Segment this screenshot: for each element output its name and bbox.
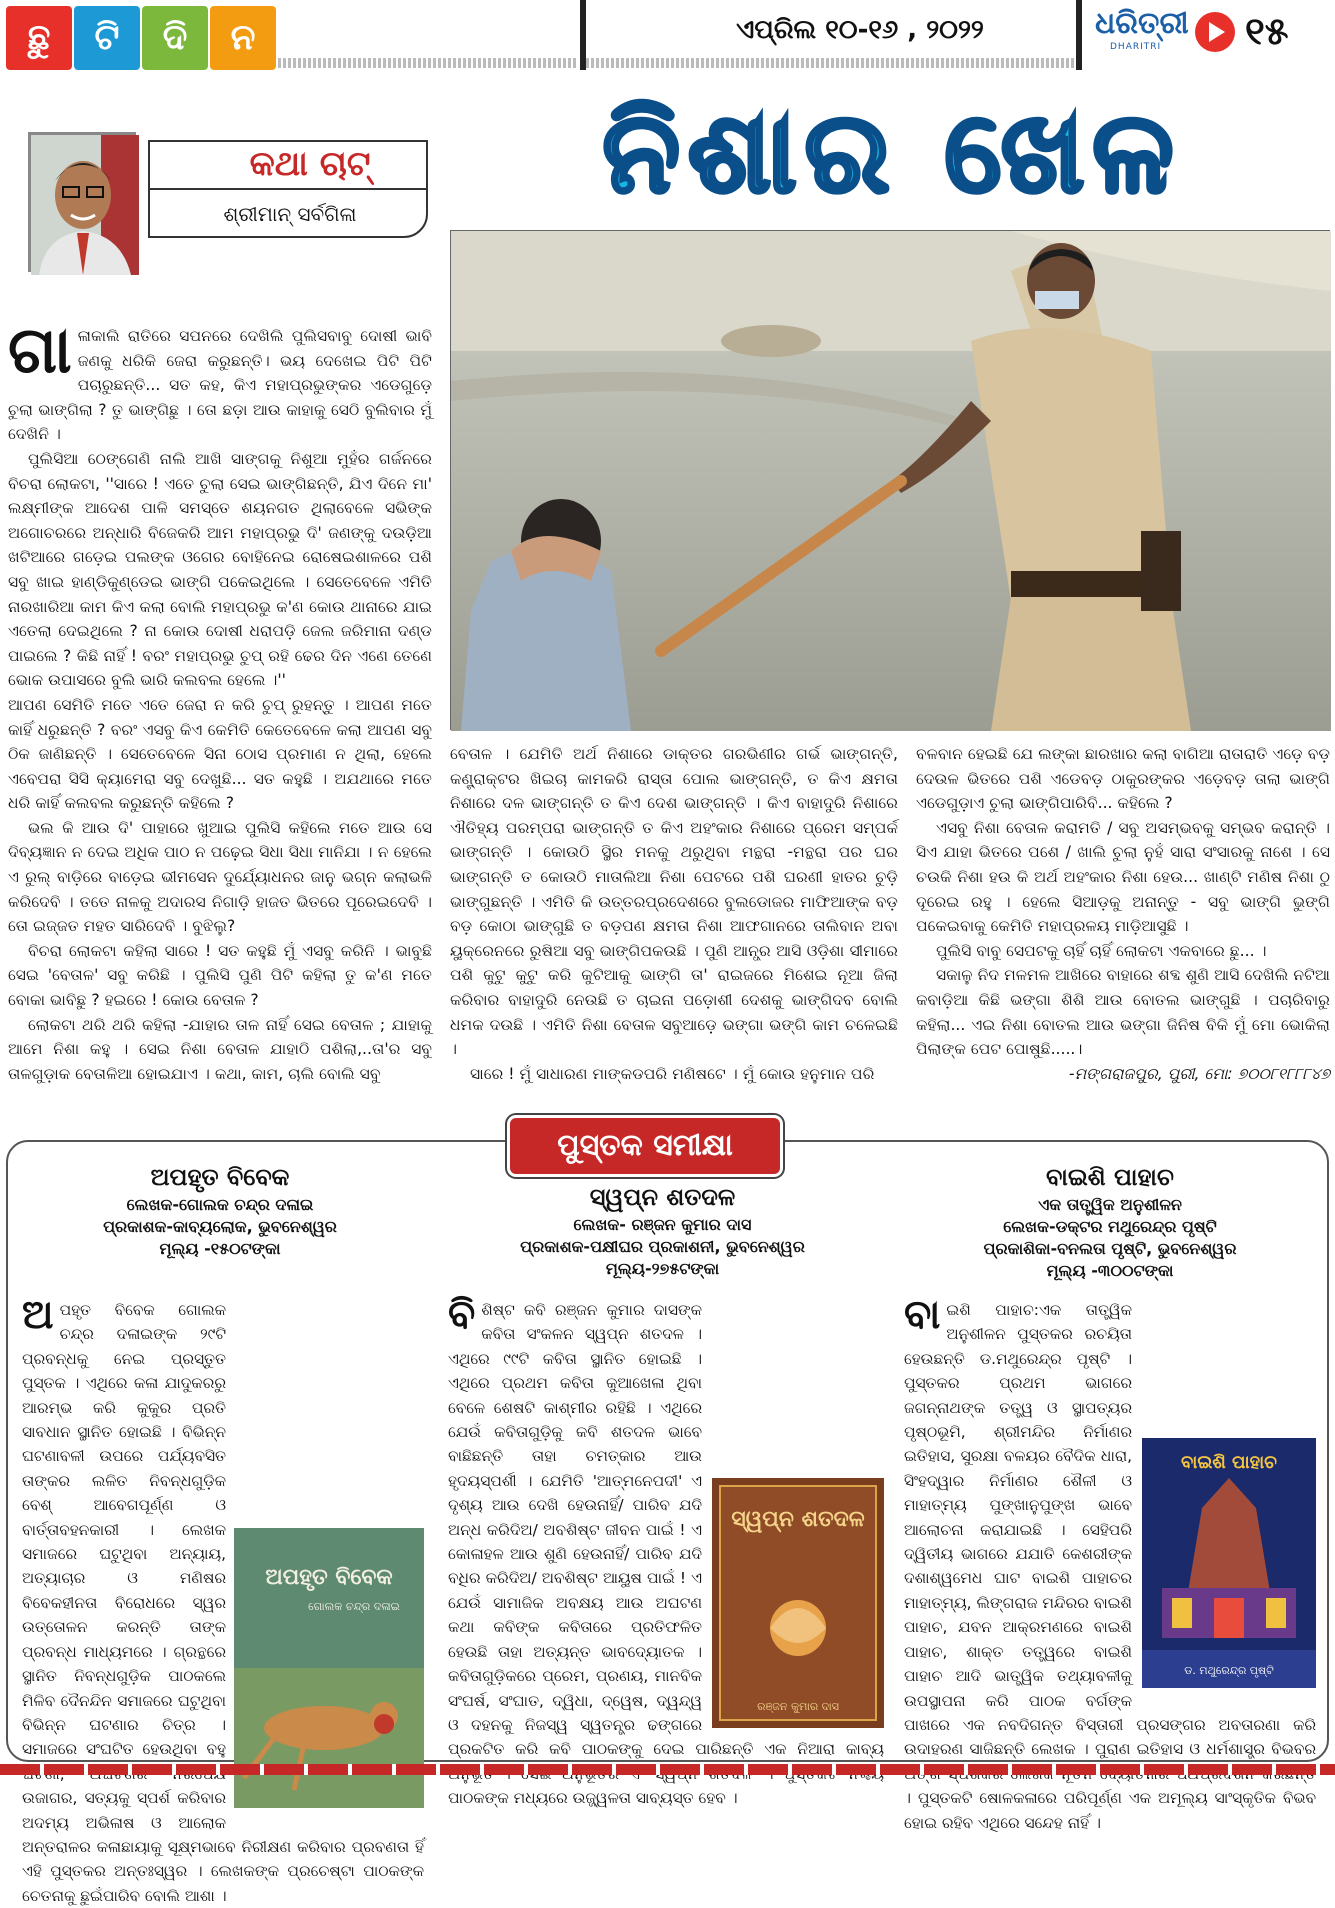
author-photo (28, 132, 136, 272)
book-heading (20, 1160, 420, 1300)
section-logo (6, 6, 276, 70)
book-cover-title: ଅପହୃତ ବିବେକ (265, 1565, 393, 1590)
book-heading (440, 1180, 885, 1298)
book-author: ଲେଖକ-ଗୋଲକ ଚନ୍ଦ୍ର ଦଳାଇ (126, 1195, 314, 1214)
book-review-body: ଶିଷ୍ଟ କବି ରଞ୍ଜନ କୁମାର ଦାସଙ୍କ କବିତା ସଂକଳନ ସ୍ୱପ୍ନ ଶତଦଳ । ଏଥିରେ ୯୯ଟି କବିତା ସ୍ଥାନିତ ହୋଇଛି । ଏଥିରେ ପ୍ରଥମ କବିତା କୁଆଖେଳା ଥିବା ବେଳେ ଶେଷଟି କାଶ୍ମୀର ରହିଛି । ଏଥିରେ ଯେଉଁ କବିତାଗୁଡ଼ିକୁ କବି ଶତଦଳ ଭାବେ ବାଛିଛନ୍ତି ତାହା ଚମତ୍କାର ଆଉ ହୃଦୟସ୍ପର୍ଶୀ । ଯେମିତି 'ଆତ୍ମନେପଦୀ' ଏ ଦୃଶ୍ୟ ଆଉ ଦେଖି ହେଉନାହିଁ/ ପାରିବ ଯଦି ଅନ୍ଧ କରିଦିଅ/ ଅବଶିଷ୍ଟ ଜୀବନ ପାଇଁ ! ଏ କୋଳାହଳ ଆଉ ଶୁଣି ହେଉନାହିଁ/ ପାରିବ ଯଦି ବଧିର କରିଦିଅ/ ଅବଶିଷ୍ଟ ଆୟୁଷ ପାଇଁ ! ଏ ଯେଉଁ ସାମାଜିକ ଅବକ୍ଷୟ ଆଉ ଅଘଟଣ କଥା କବିଙ୍କ କବିତାରେ ପ୍ରତିଫଳିତ ହେଉଛି ତାହା ଅତ୍ୟନ୍ତ ଭାବଦ୍ୟୋତକ । କବିତାଗୁଡ଼ିକରେ ପ୍ରେମ, ପ୍ରଣୟ, ମାନବିକ ସଂଘର୍ଷ, ସଂଘାତ, ଦ୍ୱିଧା, ଦ୍ୱେଷ, ଦ୍ୱନ୍ଦ୍ୱ ଓ ଦହନକୁ ନିଜସ୍ୱ ସ୍ୱତନ୍ତ୍ର ଢଙ୍ଗରେ ପ୍ରକଟିତ କରି କବି ପାଠକଙ୍କୁ ଦେଇ ପାରିଛନ୍ତି ଏକ ନିଆରା କାବ୍ୟ ପାଠକଙ୍କ ମଧ୍ୟରେ ଉଜ୍ଜ୍ୱଳତା ସାବ୍ୟସ୍ତ ହେବ । (448, 1301, 884, 1808)
book-publisher: ପ୍ରକାଶକ-କାବ୍ୟଲୋକ, ଭୁବନେଶ୍ୱର (103, 1217, 337, 1236)
story-paragraph: ଭଲ କି ଆଉ ଦି' ପାହାରେ ଖୁଆଇ ପୁଲିସି କହିଲେ ମତେ ଆଉ ସେ ଦିବ୍ୟଜ୍ଞାନ ନ ଦେଇ ଅଧିକ ପାଠ ନ ପଢ଼େଇ ସିଧା ସିଧା ମାନିଯା । ନ ହେଲେ ଏ ରୁଲ୍ ବାଡ଼ିରେ ବାଡ଼େଇ ଭୀମସେନ ଦୁର୍ଯ୍ୟୋଧନର ଜାନୁ ଭଗ୍ନ କଲାଭଳି କରିଦେବି । ତତେ ନାଳକୁ ଅଦାରସ ନିଗାଡ଼ି ହାଜତ ଭିତରେ ପୂରେଇଦେବି । ତୋ ଇଜ୍ଜତ ମହତ ସାରିଦେବି । ବୁଝିଲୁ? (8, 818, 432, 936)
story-paragraph: ଆପଣ ସେମିତି ମତେ ଏତେ ଜେରା ନ କରି ଚୁପ୍ ରୁହନ୍ତୁ । ଆପଣ ମତେ କାହିଁ ଧରୁଛନ୍ତି ? ବରଂ ଏସବୁ କିଏ କେମିତି କେତେବେଳେ କଲା ଆପଣ ସବୁ ଠିକ ଜାଣିଛନ୍ତି । ସେତେବେଳେ ସିନା ଠୋସ ପ୍ରମାଣ ନ ଥିଲା, ହେଲେ ଏବେପରା ସିସି କ୍ୟାମେରା ସବୁ ଦେଖୁଛି... ସତ କହୁଛି । ଅଯଥାରେ ମତେ ଧରି କାହିଁ କଲବଲ କରୁଛନ୍ତି କହିଲେ ? (8, 695, 432, 813)
story-paragraph: ବିଚରା ଲୋକଟା କହିଲା ସାରେ ! ସତ କହୁଛି ମୁଁ ଏସବୁ କରିନି । ଭାବୁଛି ସେଇ 'ବେତାଳ' ସବୁ କରିଛି । ପୁଲିସି ପୁଣି ପିଟି କହିଲା ତୁ କ'ଣ ମତେ ବୋକା ଭାବିଛୁ ? ହଇରେ ! କୋଉ ବେତାଳ ? (8, 941, 432, 1010)
book-publisher: ପ୍ରକାଶକ-ପକ୍ଷୀଘର ପ୍ରକାଶନୀ, ଭୁବନେଶ୍ୱର (520, 1237, 805, 1256)
police-scene-icon (451, 231, 1331, 731)
book-dropcap: ଅ (22, 1291, 54, 1338)
book-review-body: ଇଶି ପାହାଚ:ଏକ ତାତ୍ତ୍ୱିକ ଅନୁଶୀଳନ ପୁସ୍ତକର ରଚୟିତା ହେଉଛନ୍ତି ଡ.ମଥୁରେନ୍ଦ୍ର ପୃଷ୍ଟି । ପୁସ୍ତକର ପ୍ରଥମ ଭାଗରେ ଜଗନ୍ନାଥଙ୍କ ତତ୍ତ୍ୱ ଓ ସ୍ଥାପତ୍ୟର ପୃଷ୍ଠଭୂମି, ଶ୍ରୀମନ୍ଦିର ନିର୍ମାଣର ଇତିହାସ, ସୁରକ୍ଷା ବଳୟର ବୈଦିକ ଧାରା, ସିଂହଦ୍ୱାର ନିର୍ମାଣର ଶୈଳୀ ଓ ମାହାତ୍ମ୍ୟ ପୁଙ୍ଖାନୁପୁଙ୍ଖ ଭାବେ ଆଲୋଚନା କରାଯାଇଛି । ସେହିପରି ଦ୍ୱିତୀୟ ଭାଗରେ ଯଯାତି କେଶରୀଙ୍କ ଦଶାଶ୍ୱମେଧ ଘାଟ ବାଇଶି ପାହାଚର ମାହାତ୍ମ୍ୟ, ଲିଙ୍ଗରାଜ ମନ୍ଦିରର ବାଇଶି ପାହାଚ, ଯବନ ଆକ୍ରମଣରେ ବାଇଶି ପାହାଚ, ଶାକ୍ତ ତତ୍ତ୍ୱରେ ବାଇଶି ପାହାଚ ଆଦି ଭାତ୍ତ୍ୱିକ ତଥ୍ୟାବଳୀକୁ ଉପସ୍ଥାପନା କରି ପାଠକ ବର୍ଗଙ୍କ ପାଖରେ ଏକ ନବଦିଗନ୍ତ ବିସ୍ତାରୀ ପ୍ରସଙ୍ଗର ଅବତାରଣା କରି ଉଦାହରଣ ସାଜିଛନ୍ତି ଲେଖକ । ପୁରାଣ ଇତିହାସ ଓ ଧର୍ମଶାସ୍ତ୍ର ବିଭବର । ପୁସ୍ତକଟି ଷୋଳକଳାରେ ପରିପୂର୍ଣ୍ଣ ଏକ ଅମୂଲ୍ୟ ସାଂସ୍କୃତିକ ବିଭବ ହୋଇ ରହିବ ଏଥିରେ ସନ୍ଦେହ ନାହିଁ । (904, 1301, 1316, 1832)
story-column-middle (450, 742, 898, 1132)
book-title: ଅପହୃତ ବିବେକ (150, 1163, 290, 1191)
book-dropcap: ବା (904, 1291, 941, 1338)
story-column-left (8, 313, 432, 1132)
book-author: ଲେଖକ- ରଞ୍ଜନ କୁମାର ଦାସ (573, 1215, 752, 1234)
story-paragraph: ଏସବୁ ନିଶା ବେତାଳ କରାମତି / ସବୁ ଅସମ୍ଭବକୁ ସମ୍ଭବ କରାନ୍ତି । ସିଏ ଯାହା ଭିତରେ ପଶେ / ଖାଲି ଚୁଲା ନୁହଁ ସାରା ସଂସାରକୁ ନାଶେ । ସେ ଚଉକି ନିଶା ହଉ କି ଅର୍ଥ ଅହଂକାର ନିଶା ହେଉ... ଖାଣ୍ଟି ମଣିଷ ନିଶା ଠୁ ଦୂରେଇ ରହୁ । ହେଲେ ସିଆଡ଼କୁ ଅନାନ୍ତୁ - ସବୁ ଭାଙ୍ଗି ଭୁଙ୍ଗି ପକେଇବାକୁ କେମିତି ମହାପ୍ରଳୟ ମାଡ଼ିଆସୁଛି । (916, 818, 1330, 936)
header-divider (586, 58, 1076, 68)
newspaper-brand: ଧରିତ୍ରୀ (1095, 6, 1189, 41)
book-cover-author: ରଞ୍ଜନ କୁମାର ଦାସ (757, 1700, 839, 1713)
author-name: ଶ୍ରୀମାନ୍ ସର୍ବଗିଳା (223, 202, 357, 226)
book-cover-author: ଡ. ମଥୁରେନ୍ଦ୍ର ପୃଷ୍ଟି (1184, 1664, 1274, 1677)
book-price: ମୂଲ୍ୟ -୩୦୦ଟଙ୍କା (1046, 1261, 1174, 1280)
page-number: ୧୫ (1245, 9, 1289, 53)
book-price: ମୂଲ୍ୟ-୨୭୫ଟଙ୍କା (605, 1259, 720, 1278)
story-paragraph: ବେତାଳ । ଯେମିତି ଅର୍ଥ ନିଶାରେ ଡାକ୍ତର ଗରଭିଣୀର ଗର୍ଭ ଭାଙ୍ଗନ୍ତି, କଣ୍ଟ୍ରାକ୍ଟର ଖିଇଚା କାମକରି ରାସ୍ତା ପୋଲ ଭାଙ୍ଗନ୍ତି, ତ କିଏ କ୍ଷମତା ନିଶାରେ ଦଳ ଭାଙ୍ଗନ୍ତି ତ କିଏ ଦେଶ ଭାଙ୍ଗନ୍ତି । କିଏ ବାହାଦୁରି ନିଶାରେ ଐତିହ୍ୟ ପରମ୍ପରା ଭାଙ୍ଗନ୍ତି ତ କିଏ ଅହଂକାର ନିଶାରେ ପ୍ରେମ ସମ୍ପର୍କ ଭାଙ୍ଗନ୍ତି । କୋଉଠି ସ୍ଥିର ମନକୁ ଥରୁଥିବା ମନ୍ଥରା -ମନ୍ଥରା ପର ଘର ଭାଙ୍ଗନ୍ତି ତ କୋଉଠି ମାତାଲିଆ ନିଶା ପେଟରେ ପଶି ଘରଣୀ ହାତର ଚୁଡ଼ି ଭାଙ୍ଗୁଛନ୍ତି । ଏମିତି କି ଉତ୍ତରପ୍ରଦେଶରେ ବୁଲଡୋଜର ମାଫିଆଙ୍କ ବଡ଼ ବଡ଼ କୋଠା ଭାଙ୍ଗୁଛି ତ ବଡ଼ପଣ କ୍ଷମତା ନିଶା ଆଫଗାନରେ ତାଲିବାନ ଅବା ୟୁକ୍ରେନରେ ରୁଷିଆ ସବୁ ଭାଙ୍ଗିପକଉଛି । ପୁଣି ଆନ୍ଧ୍ର ଆସି ଓଡ଼ିଶା ସୀମାରେ ପଶି କୁଟୁ କୁଟୁ କରି କୁଟିଆକୁ ଭାଙ୍ଗି ତା' ରାଇଜରେ ମିଶେଇ ନୂଆ ଜିଲା କରିବାର ବାହାଦୁରି ନେଉଛି ତ ଚାଇନା ପଡ଼ୋଶୀ ଦେଶକୁ ଭାଙ୍ଗିଦବ ବୋଲି ଧମକ ଦଉଛି । ଏମିତି ନିଶା ବେତାଳ ସବୁଆଡ଼େ ଭଙ୍ଗା ଭଙ୍ଗି କାମ ଚଳେଇଛି । (450, 745, 898, 1059)
story-column-right (916, 742, 1330, 1132)
book-cover (1142, 1438, 1316, 1688)
logo-letter: ନ (210, 6, 276, 70)
book-cover-title: ବାଇଶି ପାହାଚ (1181, 1452, 1277, 1473)
story-headline: ନିଶାର ଖେଳ (602, 88, 1182, 218)
column-divider (150, 188, 426, 190)
author-portrait-icon (31, 135, 139, 275)
issue-date: ଏପ୍ରିଲ ୧୦-୧୬ , ୨୦୨୨ (736, 15, 984, 45)
book-review-text (904, 1291, 1316, 1832)
story-paragraph: ଲୋକଟା ଥରି ଥରି କହିଲା -ଯାହାର ତାଳ ନାହିଁ ସେଇ ବେତାଳ ; ଯାହାକୁ ଆମେ ନିଶା କହୁ । ସେଇ ନିଶା ବେତାଳ ଯାହାଠି ପଶିଲା,..ତା'ର ସବୁ ତାଳଗୁଡ଼ାକ ବେତାଳିଆ ହୋଇଯାଏ । କଥା, କାମ, ଚାଲି ବୋଲି ସବୁ (8, 1015, 432, 1083)
story-photo (450, 230, 1330, 730)
book-cover-title: ସ୍ୱପ୍ନ ଶତଦଳ (731, 1507, 865, 1532)
book-title: ସ୍ୱପ୍ନ ଶତଦଳ (589, 1183, 736, 1211)
book-subtitle: ଏକ ତାତ୍ତ୍ୱିକ ଅନୁଶୀଳନ (1038, 1195, 1182, 1214)
logo-letter: ଛୁ (6, 6, 72, 70)
book-dropcap: ବି (448, 1291, 476, 1338)
header-divider (278, 58, 578, 68)
header-rule (1076, 0, 1082, 70)
book-cover-temple-icon (1142, 1438, 1316, 1688)
story-dropcap: ଗା (8, 313, 72, 388)
book-heading (900, 1160, 1320, 1300)
story-signoff: -ମଙ୍ଗରାଜପୁର, ପୁରୀ, ମୋ: ୭୦୦୮୧୮୮୮୪୭ (1068, 1064, 1330, 1083)
book-review-text (22, 1291, 424, 1905)
footer-bar (0, 1764, 1335, 1775)
story-paragraph: ଳାକାଲି ରାତିରେ ସପନରେ ଦେଖିଲି ପୁଲିସବାବୁ ଦୋଷୀ ଭାବି ଜଣକୁ ଧରିକି ଜେରା କରୁଛନ୍ତି। ଭୟ ଦେଖେଇ ପିଟି ପିଟି ପଚାରୁଛନ୍ତି... ସତ କହ, କିଏ ମହାପ୍ରଭୁଙ୍କର ଏଡେଗୁଡ଼େ ଚୁଲା ଭାଙ୍ଗିଲା ? ତୁ ଭାଙ୍ଗିଛୁ । ତୋ ଛଡ଼ା ଆଉ କାହାକୁ ସେଠି ବୁଲିବାର ମୁଁ ଦେଖିନି । (8, 327, 432, 444)
book-price: ମୂଲ୍ୟ -୧୫୦ଟଙ୍କା (159, 1239, 281, 1258)
play-icon (1195, 12, 1235, 52)
newspaper-brand-sub: DHARITRI (1110, 42, 1162, 52)
story-paragraph: ପୁଲିସିଆ ଠେଙ୍ଗେଣି ନାଲି ଆଖି ସାଙ୍ଗକୁ ନିଶୁଆ ମୁହଁର ଗର୍ଜନରେ ବିଚରା ଲୋକଟା, ''ସାରେ ! ଏତେ ଚୁଲା ସେଇ ଭାଙ୍ଗିଛନ୍ତି, ଯିଏ ଦିନେ ମା' ଲକ୍ଷ୍ମୀଙ୍କ ଆଦେଶ ପାଳି ସମସ୍ତେ ଶୟନଗତ ଥିଲାବେଳେ ସଭିଙ୍କ ଅଗୋଚରରେ ଅନ୍ଧାରି ବିଜେକରି ଆମ ମହାପ୍ରଭୁ ଦି' ଜଣଙ୍କୁ ଦଉଡ଼ିଆ ଖଟିଆରେ ଗଡ଼େଇ ପଲଙ୍କ ଓଗେର ବୋହିନେଇ ରୋଷେଇଶାଳରେ ପଶି ସବୁ ଖାଇ ହାଣ୍ଡିକୁଣ୍ଡେଇ ଭାଙ୍ଗି ପକେଇଥିଲେ । ସେତେବେଳେ ଏମିତି ନାରଖାରିଆ କାମ କିଏ କଲା ବୋଲି ମହାପ୍ରଭୁ କ'ଣ କୋଉ ଥାନାରେ ଯାଇ ଏତେଲା ଦେଇଥିଲେ ? ନା କୋଉ ଦୋଷୀ ଧରାପଡ଼ି ଜେଲ ଜରିମାନା ଦଣ୍ଡ ପାଇଲେ ? କିଛି ନାହିଁ ! ବରଂ ମହାପ୍ରଭୁ ଚୁପ୍ ରହି ଢେର ଦିନ ଏଣେ ତେଣେ ଭୋକ ଉପାସରେ ବୁଲି ଭାରି କଲବଲ ହେଲେ ।'' (8, 449, 432, 690)
book-author: ଲେଖକ-ଡକ୍ଟର ମଥୁରେନ୍ଦ୍ର ପୃଷ୍ଟି (1003, 1217, 1217, 1236)
logo-letter: ଟି (74, 6, 140, 70)
story-paragraph: ପୁଲିସି ବାବୁ ସେପଟକୁ ଚାହିଁ ଚାହିଁ ଲୋକଟା ଏକବାରେ ଛୁ... । (936, 941, 1267, 960)
story-paragraph: ବଳବାନ ହେଇଛି ଯେ ଲଙ୍କା ଛାରଖାର କଲା ବାଗିଆ ରାତାରାତି ଏଡ଼େ ବଡ଼ ଦେଉଳ ଭିତରେ ପଶି ଏଡେବଡ଼ ଠାକୁରଙ୍କର ଏଡ଼େବଡ଼ ତାଲା ଭାଙ୍ଗି ଏଡେଗୁଡ଼ାଏ ଚୁଲା ଭାଙ୍ଗିପାରିବି... କହିଲେ ? (916, 745, 1330, 813)
book-cover-lotus-icon (712, 1478, 884, 1728)
book-review-body: ପହୃତ ବିବେକ ଗୋଲକ ଚନ୍ଦ୍ର ଦଳାଇଙ୍କ ୨୯ଟି ପ୍ରବନ୍ଧକୁ ନେଇ ପ୍ରସ୍ତୁତ ପୁସ୍ତକ । ଏଥିରେ କଳା ଯାଦୁକରରୁ ଆରମ୍ଭ କରି କୁକୁର ପ୍ରତି ସାବଧାନ ସ୍ଥାନିତ ହୋଇଛି । ବିଭିନ୍ନ ଘଟଣାବଳୀ ଉପରେ ପର୍ଯ୍ୟବସିତ ତାଙ୍କର ଲଳିତ ନିବନ୍ଧଗୁଡ଼ିକ ବେଶ୍ ଆବେଗପୂର୍ଣ୍ଣ ଓ ବାର୍ତ୍ତାବହନକାରୀ । ଲେଖକ ସମାଜରେ ଘଟୁଥିବା ଅନ୍ୟାୟ, ଅତ୍ୟାଚାର ଓ ମଣିଷର ବିବେକହୀନତା ବିରୋଧରେ ସ୍ୱର ଉତ୍ତୋଳନ କରନ୍ତି ତାଙ୍କ ପ୍ରବନ୍ଧ ମାଧ୍ୟମରେ । ଗ୍ରନ୍ଥରେ ସ୍ଥାନିତ ନିବନ୍ଧଗୁଡ଼ିକ ପାଠକଲେ ମିଳିବ ଦୈନନ୍ଦିନ ସମାଜରେ ଘଟୁଥିବା ବିଭିନ୍ନ ଘଟଣାର ଚିତ୍ର । ସମାଜରେ ସଂଘଟିତ ହେଉଥିବା ବହୁ ଉଜାଗର, ସତ୍ୟକୁ ସ୍ପର୍ଶ କରିବାର ଅଦମ୍ୟ ଅଭିଳାଷ ଓ ଆଲୋକ ଅନ୍ତରାଳର କଳାଛାୟାକୁ ସୂକ୍ଷ୍ମଭାବେ ନିରୀକ୍ଷଣ କରିବାର ପ୍ରବଣତା ହିଁ ଏହି ପୁସ୍ତକର ଅନ୍ତଃସ୍ୱର । ଲେଖକଙ୍କ ପ୍ରଚେଷ୍ଟା ପାଠକଙ୍କ ଚେତନାକୁ ଛୁଇଁପାରିବ ବୋଲି ଆଶା । (22, 1301, 424, 1905)
column-title: କଥା ଚାଟ୍ (249, 144, 371, 184)
book-cover (712, 1478, 884, 1728)
story-paragraph: ସକାଳୁ ନିଦ ମଳମଳ ଆଖିରେ ବାହାରେ ଶବ୍ଦ ଶୁଣି ଆସି ଦେଖିଲି ନଟିଆ କବାଡ଼ିଆ କିଛି ଭଙ୍ଗା ଶିଶି ଆଉ ବୋତଲ ଭାଙ୍ଗୁଛି । ପଚାରିବାରୁ କହିଲା... ଏଇ ନିଶା ବୋତଲ ଆଉ ଭଙ୍ଗା ଜିନିଷ ବିକି ମୁଁ ମୋ ଭୋକିଲା ପିଲାଙ୍କ ପେଟ ପୋଷୁଛି.....। (916, 966, 1330, 1059)
book-publisher: ପ୍ରକାଶିକା-ବନଲତା ପୃଷ୍ଟି, ଭୁବନେଶ୍ୱର (983, 1239, 1237, 1258)
story-paragraph: ସାରେ ! ମୁଁ ସାଧାରଣ ମାଙ୍କଡପରି ମଣିଷଟେ । ମୁଁ କୋଉ ହନୁମାନ ପରି (470, 1064, 875, 1083)
book-review-text (448, 1291, 884, 1808)
book-review-banner: ପୁସ୍ତକ ସମୀକ୍ଷା (510, 1118, 780, 1174)
book-cover-author: ଗୋଲକ ଚନ୍ଦ୍ର ଦଳାଇ (308, 1600, 400, 1613)
book-title: ବାଇଶି ପାହାଚ (1046, 1163, 1174, 1191)
logo-letter: ଦି (142, 6, 208, 70)
